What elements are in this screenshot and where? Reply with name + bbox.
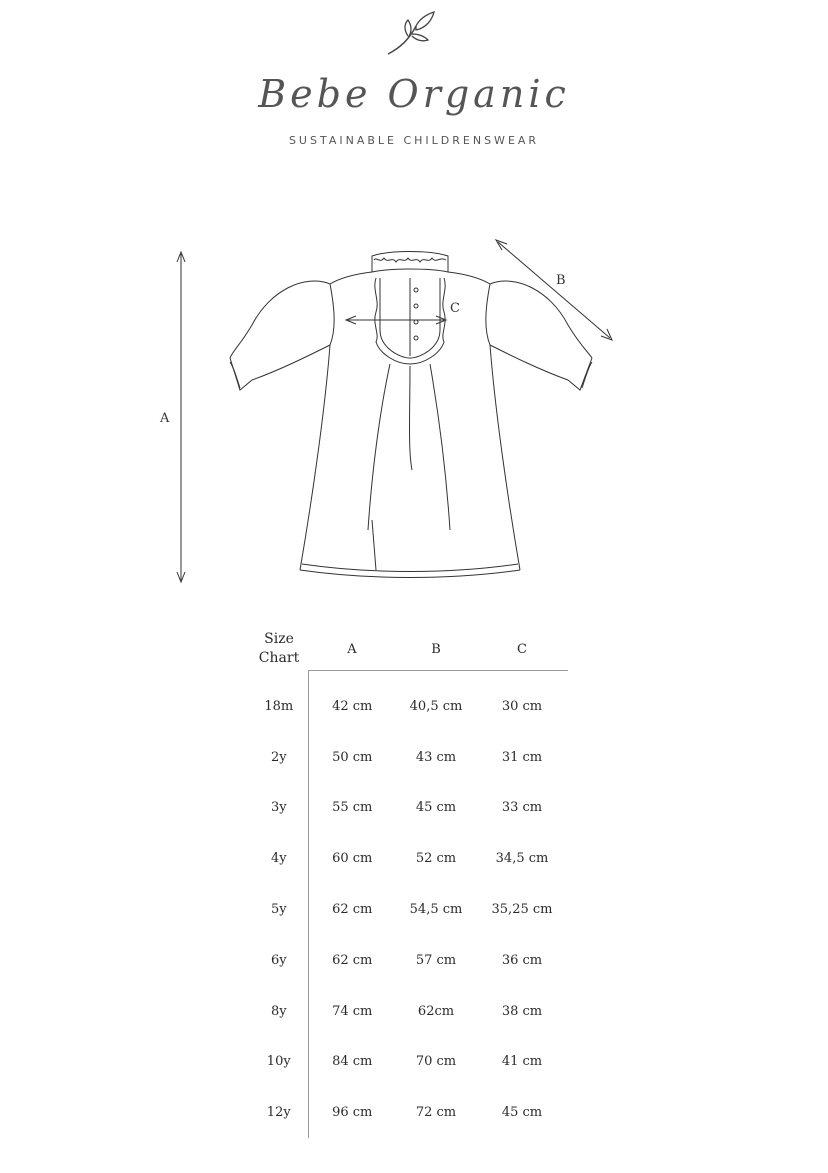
value-b-cell: 72 cm (415, 1105, 457, 1121)
size-chart-table (250, 628, 568, 1138)
brand-name: Bebe Organic (258, 72, 570, 116)
size-cell: 18m (264, 698, 294, 714)
column-header-c: C (476, 628, 568, 671)
table-row (250, 1037, 568, 1088)
dimension-c-label: C (450, 301, 460, 316)
value-b-cell: 43 cm (415, 749, 457, 765)
column-header-a: A (308, 628, 396, 671)
value-a-cell: 42 cm (308, 681, 396, 732)
size-cell: 3y (270, 800, 287, 816)
dimension-a-label: A (160, 411, 170, 426)
dimension-c-arrow (346, 316, 446, 324)
size-chart-header: Size Chart (258, 631, 300, 667)
value-b-cell: 54,5 cm (409, 902, 463, 918)
size-cell: 5y (270, 902, 287, 918)
value-a-cell: 60 cm (308, 833, 396, 884)
value-c-cell: 31 cm (501, 749, 543, 765)
value-b-cell: 52 cm (415, 851, 457, 867)
table-row (250, 884, 568, 935)
size-cell: 10y (266, 1054, 291, 1070)
dimension-b-arrow (496, 240, 612, 340)
value-c-cell: 30 cm (501, 698, 543, 714)
table-row (250, 1087, 568, 1138)
value-a-cell: 62 cm (308, 884, 396, 935)
dimension-a-arrow (177, 252, 185, 582)
size-cell: 8y (270, 1003, 287, 1019)
value-a-cell: 62 cm (308, 935, 396, 986)
value-b-cell: 62cm (417, 1003, 455, 1019)
value-c-cell: 34,5 cm (495, 851, 549, 867)
size-cell: 6y (270, 952, 287, 968)
value-c-cell: 35,25 cm (491, 902, 553, 918)
value-c-cell: 38 cm (501, 1003, 543, 1019)
value-b-cell: 70 cm (415, 1054, 457, 1070)
column-header-b: B (396, 628, 476, 671)
value-c-cell: 36 cm (501, 952, 543, 968)
value-a-cell: 74 cm (308, 986, 396, 1037)
table-row (250, 732, 568, 783)
value-b-cell: 57 cm (415, 952, 457, 968)
brand-tagline: SUSTAINABLE CHILDRENSWEAR (288, 134, 540, 147)
value-c-cell: 33 cm (501, 800, 543, 816)
size-cell: 2y (270, 749, 287, 765)
table-row (250, 681, 568, 732)
size-cell: 4y (270, 851, 287, 867)
value-b-cell: 40,5 cm (409, 698, 463, 714)
size-cell: 12y (266, 1105, 291, 1121)
leaf-icon (382, 8, 442, 60)
table-row (250, 783, 568, 834)
value-a-cell: 96 cm (308, 1087, 396, 1138)
value-a-cell: 50 cm (308, 732, 396, 783)
value-a-cell: 55 cm (308, 783, 396, 834)
value-a-cell: 84 cm (308, 1037, 396, 1088)
table-row (250, 986, 568, 1037)
table-row (250, 935, 568, 986)
dress-illustration (140, 230, 640, 600)
value-b-cell: 45 cm (415, 800, 457, 816)
value-c-cell: 41 cm (501, 1054, 543, 1070)
table-row (250, 833, 568, 884)
table-header-row (250, 628, 568, 671)
value-c-cell: 45 cm (501, 1105, 543, 1121)
dimension-b-label: B (556, 273, 566, 288)
